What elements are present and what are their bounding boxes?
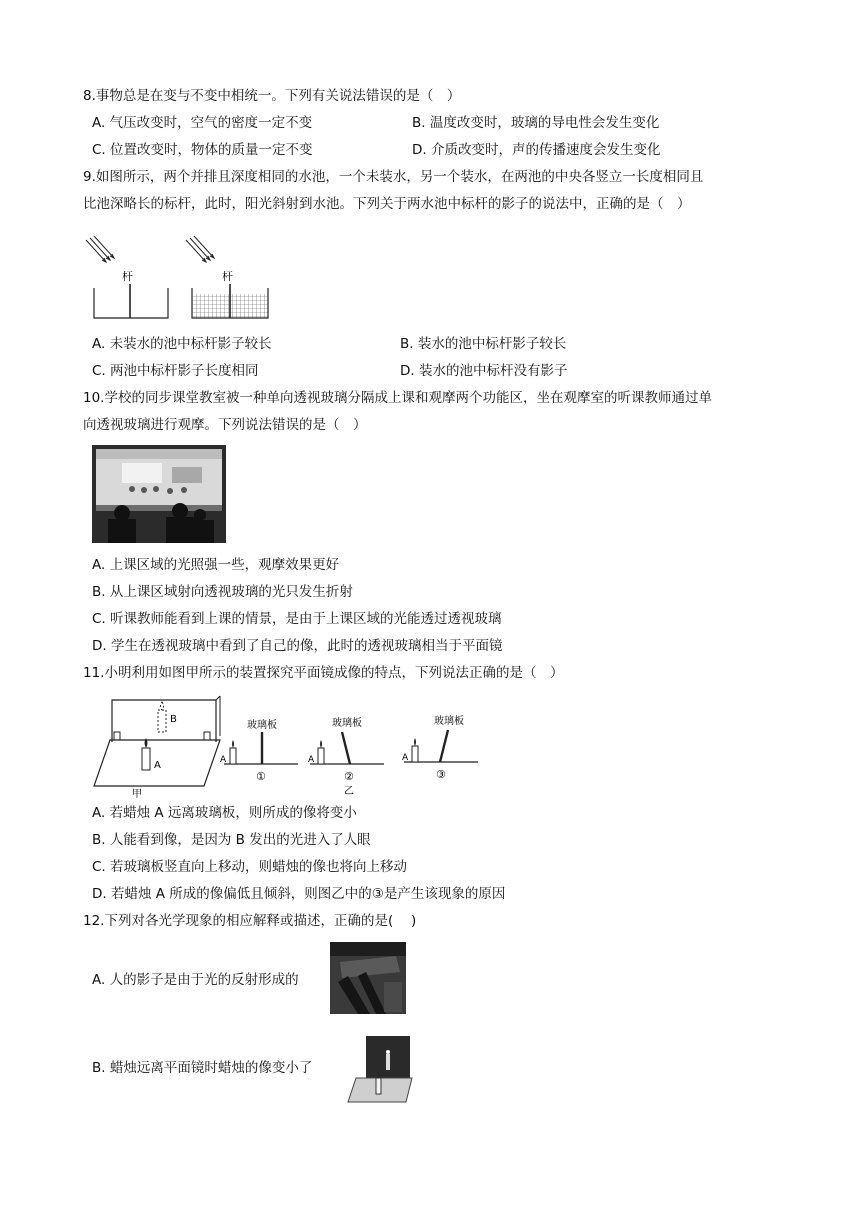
q10-stem-line1: 10.学校的同步课堂教室被一种单向透视玻璃分隔成上课和观摩两个功能区，坐在观摩室的听课教师通过单	[83, 390, 712, 406]
q9-stem-line2: 比池深略长的标杆，此时，阳光斜射到水池。下列关于两水池中标杆的影子的说法中，正确的是（ ）	[83, 196, 691, 212]
q11-option-a: A. 若蜡烛 A 远离玻璃板，则所成的像将变小	[92, 805, 357, 821]
q8-option-a: A. 气压改变时，空气的密度一定不变	[92, 115, 313, 131]
q10-stem-line2: 向透视玻璃进行观摩。下列说法错误的是（ ）	[83, 417, 367, 433]
q11-stem: 11.小明利用如图甲所示的装置探究平面镜成像的特点，下列说法正确的是（ ）	[83, 665, 564, 681]
q10-option-a: A. 上课区域的光照强一些，观摩效果更好	[92, 557, 340, 573]
q9-stem-line1: 9.如图所示，两个并排且深度相同的水池，一个未装水，另一个装水，在两池的中央各竖立一长度相同且	[83, 169, 704, 185]
q11-panel-num-1: ①	[256, 770, 266, 783]
q11-fig-jia-label: 甲	[132, 789, 142, 798]
q9-pools-figure	[84, 236, 284, 322]
q11-panel3-candle-label: A	[402, 753, 409, 763]
q10-option-c: C. 听课教师能看到上课的情景，是由于上课区域的光能透过透视玻璃	[92, 611, 502, 627]
q8-stem: 8.事物总是在变与不变中相统一。下列有关说法错误的是（ ）	[83, 88, 461, 104]
q12-stem: 12.下列对各光学现象的相应解释或描述，正确的是( )	[83, 913, 417, 929]
q11-panel1-candle-label: A	[220, 755, 227, 765]
q11-glass-label-1: 玻璃板	[247, 720, 277, 731]
q11-panel-num-3: ③	[436, 768, 446, 781]
q9-pole-label-right: 杆	[222, 270, 233, 283]
q8-option-b: B. 温度改变时，玻璃的导电性会发生变化	[412, 115, 660, 131]
q8-option-d: D. 介质改变时，声的传播速度会发生变化	[412, 142, 661, 158]
q9-option-a: A. 未装水的池中标杆影子较长	[92, 336, 272, 352]
q9-option-d: D. 装水的池中标杆没有影子	[400, 363, 568, 379]
q11-panel-num-2: ②	[344, 770, 354, 783]
q11-fig-yi-label: 乙	[344, 786, 354, 797]
q11-glass-label-2: 玻璃板	[332, 718, 362, 729]
q11-option-d: D. 若蜡烛 A 所成的像偏低且倾斜，则图乙中的③是产生该现象的原因	[92, 886, 506, 902]
q8-option-c: C. 位置改变时，物体的质量一定不变	[92, 142, 313, 158]
q9-option-c: C. 两池中标杆影子长度相同	[92, 363, 259, 379]
q11-glass-label-3: 玻璃板	[434, 716, 464, 727]
q10-classroom-photo	[92, 445, 226, 543]
q12-option-b: B. 蜡烛远离平面镜时蜡烛的像变小了	[92, 1060, 313, 1076]
q11-option-c: C. 若玻璃板竖直向上移动，则蜡烛的像也将向上移动	[92, 859, 408, 875]
q10-option-b: B. 从上课区域射向透视玻璃的光只发生折射	[92, 584, 353, 600]
q11-candle-b-label: B	[170, 714, 177, 725]
q9-option-b: B. 装水的池中标杆影子较长	[400, 336, 567, 352]
q11-candle-a-label: A	[154, 760, 161, 771]
q10-option-d: D. 学生在透视玻璃中看到了自己的像，此时的透视玻璃相当于平面镜	[92, 638, 503, 654]
q12-shadow-photo	[330, 942, 406, 1014]
q12-option-a: A. 人的影子是由于光的反射形成的	[92, 972, 299, 988]
q11-option-b: B. 人能看到像，是因为 B 发出的光进入了人眼	[92, 832, 371, 848]
q11-panel2-candle-label: A	[308, 755, 315, 765]
q12-candle-mirror-photo	[346, 1034, 418, 1104]
q9-pole-label-left: 杆	[122, 270, 133, 283]
q11-mirror-experiment-figure	[92, 692, 492, 798]
